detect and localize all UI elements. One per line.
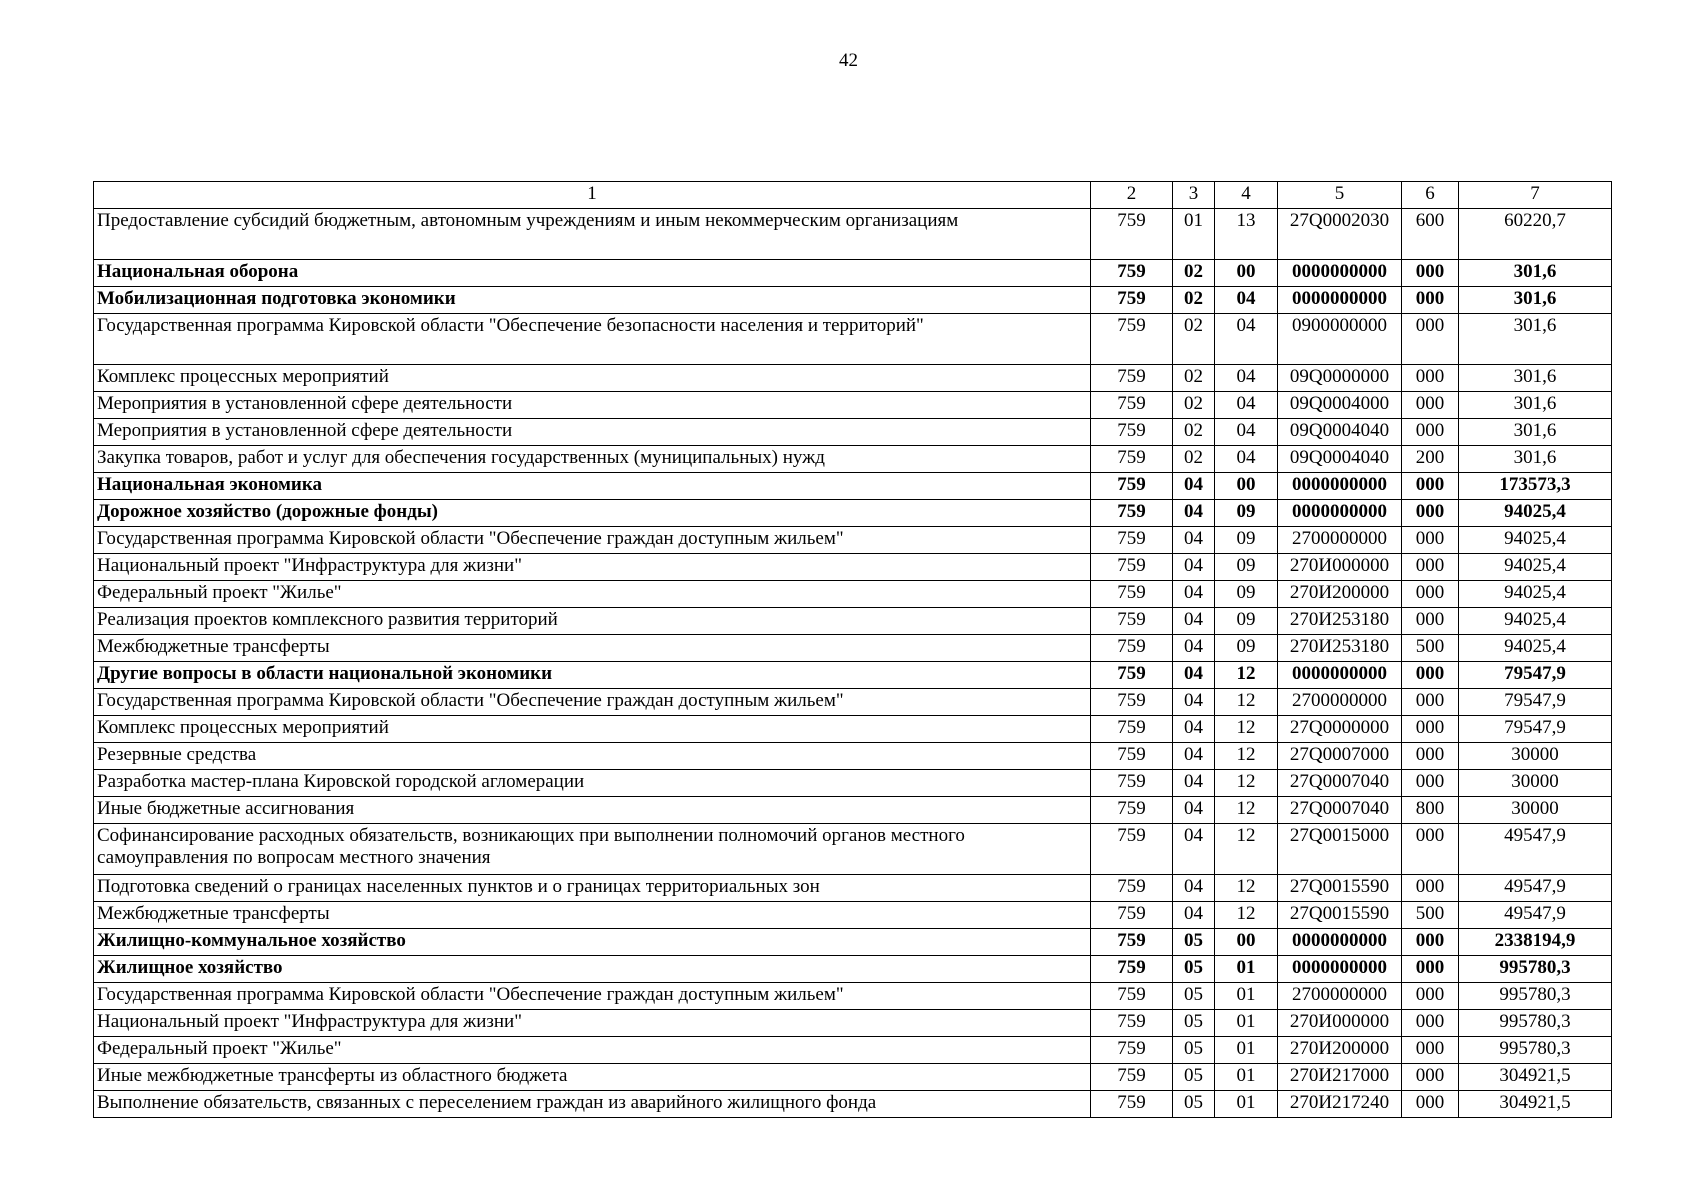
- row-expense-type-cell: 000: [1402, 554, 1459, 581]
- row-section-cell: 04: [1173, 608, 1215, 635]
- row-expense-type-cell: 000: [1402, 527, 1459, 554]
- table-row: [94, 635, 1612, 662]
- row-amount-cell: 995780,3: [1459, 956, 1612, 983]
- row-name-cell: Жилищное хозяйство: [94, 956, 1091, 983]
- row-name-cell: Межбюджетные трансферты: [94, 902, 1091, 929]
- row-section-cell: 02: [1173, 260, 1215, 287]
- row-amount-cell: 304921,5: [1459, 1064, 1612, 1091]
- row-subsection-cell: 12: [1215, 662, 1278, 689]
- row-expense-type-cell: 000: [1402, 1091, 1459, 1118]
- row-target-article-cell: 2700000000: [1278, 983, 1402, 1010]
- row-name-cell: Мероприятия в установленной сфере деятельности: [94, 392, 1091, 419]
- row-name-cell: Софинансирование расходных обязательств, возникающих при выполнении полномочий органов местного самоуправления по вопросам местного значения: [94, 824, 1091, 875]
- row-name-cell: Национальный проект "Инфраструктура для жизни": [94, 554, 1091, 581]
- row-target-article-cell: 09Q0004040: [1278, 419, 1402, 446]
- row-amount-cell: 30000: [1459, 797, 1612, 824]
- row-section-cell: 04: [1173, 875, 1215, 902]
- row-expense-type-cell: 000: [1402, 392, 1459, 419]
- budget-table-container: [93, 181, 1611, 1118]
- row-name-cell: Предоставление субсидий бюджетным, автономным учреждениям и иным некоммерческим организациям: [94, 209, 1091, 260]
- row-name-cell: Комплекс процессных мероприятий: [94, 365, 1091, 392]
- table-row: [94, 716, 1612, 743]
- row-target-article-cell: 270И217000: [1278, 1064, 1402, 1091]
- row-amount-cell: 79547,9: [1459, 689, 1612, 716]
- row-section-cell: 02: [1173, 365, 1215, 392]
- row-section-cell: 02: [1173, 314, 1215, 365]
- row-amount-cell: 301,6: [1459, 287, 1612, 314]
- row-subsection-cell: 00: [1215, 260, 1278, 287]
- row-subsection-cell: 01: [1215, 1010, 1278, 1037]
- table-row: [94, 956, 1612, 983]
- row-expense-type-cell: 000: [1402, 365, 1459, 392]
- row-name-cell: Закупка товаров, работ и услуг для обеспечения государственных (муниципальных) нужд: [94, 446, 1091, 473]
- row-expense-type-cell: 000: [1402, 419, 1459, 446]
- row-target-article-cell: 09Q0004040: [1278, 446, 1402, 473]
- header-cell-6: 6: [1402, 182, 1459, 209]
- row-target-article-cell: 270И000000: [1278, 554, 1402, 581]
- row-target-article-cell: 27Q0015590: [1278, 902, 1402, 929]
- row-section-cell: 04: [1173, 770, 1215, 797]
- row-code-gr-cell: 759: [1091, 824, 1173, 875]
- row-name-cell: Подготовка сведений о границах населенных пунктов и о границах территориальных зон: [94, 875, 1091, 902]
- row-expense-type-cell: 500: [1402, 635, 1459, 662]
- row-name-cell: Резервные средства: [94, 743, 1091, 770]
- row-expense-type-cell: 000: [1402, 689, 1459, 716]
- row-amount-cell: 995780,3: [1459, 1010, 1612, 1037]
- row-amount-cell: 49547,9: [1459, 902, 1612, 929]
- table-row: [94, 473, 1612, 500]
- row-amount-cell: 94025,4: [1459, 608, 1612, 635]
- row-code-gr-cell: 759: [1091, 902, 1173, 929]
- table-row: [94, 392, 1612, 419]
- row-expense-type-cell: 000: [1402, 716, 1459, 743]
- row-code-gr-cell: 759: [1091, 392, 1173, 419]
- row-subsection-cell: 09: [1215, 500, 1278, 527]
- row-code-gr-cell: 759: [1091, 1091, 1173, 1118]
- row-section-cell: 02: [1173, 287, 1215, 314]
- row-section-cell: 04: [1173, 500, 1215, 527]
- row-section-cell: 04: [1173, 716, 1215, 743]
- table-row: [94, 743, 1612, 770]
- row-expense-type-cell: 600: [1402, 209, 1459, 260]
- row-subsection-cell: 12: [1215, 824, 1278, 875]
- row-target-article-cell: 270И253180: [1278, 608, 1402, 635]
- table-row: [94, 1064, 1612, 1091]
- row-target-article-cell: 27Q0015590: [1278, 875, 1402, 902]
- row-expense-type-cell: 000: [1402, 314, 1459, 365]
- row-target-article-cell: 270И000000: [1278, 1010, 1402, 1037]
- row-code-gr-cell: 759: [1091, 1010, 1173, 1037]
- table-row: [94, 1037, 1612, 1064]
- row-target-article-cell: 0000000000: [1278, 662, 1402, 689]
- row-section-cell: 05: [1173, 1037, 1215, 1064]
- table-row: [94, 500, 1612, 527]
- row-subsection-cell: 09: [1215, 527, 1278, 554]
- row-section-cell: 05: [1173, 956, 1215, 983]
- row-subsection-cell: 12: [1215, 797, 1278, 824]
- row-name-cell: Межбюджетные трансферты: [94, 635, 1091, 662]
- row-amount-cell: 94025,4: [1459, 500, 1612, 527]
- row-code-gr-cell: 759: [1091, 689, 1173, 716]
- row-target-article-cell: 0000000000: [1278, 473, 1402, 500]
- row-section-cell: 02: [1173, 392, 1215, 419]
- table-row: [94, 983, 1612, 1010]
- row-code-gr-cell: 759: [1091, 956, 1173, 983]
- row-subsection-cell: 13: [1215, 209, 1278, 260]
- row-target-article-cell: 0000000000: [1278, 287, 1402, 314]
- row-target-article-cell: 2700000000: [1278, 527, 1402, 554]
- row-subsection-cell: 00: [1215, 929, 1278, 956]
- row-code-gr-cell: 759: [1091, 662, 1173, 689]
- row-name-cell: Комплекс процессных мероприятий: [94, 716, 1091, 743]
- table-row: [94, 209, 1612, 260]
- row-code-gr-cell: 759: [1091, 797, 1173, 824]
- row-subsection-cell: 04: [1215, 287, 1278, 314]
- table-row: [94, 287, 1612, 314]
- row-amount-cell: 301,6: [1459, 260, 1612, 287]
- row-section-cell: 04: [1173, 635, 1215, 662]
- row-target-article-cell: 0000000000: [1278, 260, 1402, 287]
- row-subsection-cell: 01: [1215, 983, 1278, 1010]
- row-section-cell: 05: [1173, 929, 1215, 956]
- row-code-gr-cell: 759: [1091, 419, 1173, 446]
- table-row: [94, 260, 1612, 287]
- row-expense-type-cell: 000: [1402, 473, 1459, 500]
- row-amount-cell: 79547,9: [1459, 662, 1612, 689]
- table-row: [94, 608, 1612, 635]
- row-section-cell: 05: [1173, 1091, 1215, 1118]
- table-row: [94, 419, 1612, 446]
- row-amount-cell: 30000: [1459, 743, 1612, 770]
- row-code-gr-cell: 759: [1091, 929, 1173, 956]
- row-subsection-cell: 04: [1215, 314, 1278, 365]
- row-section-cell: 05: [1173, 1010, 1215, 1037]
- row-target-article-cell: 09Q0004000: [1278, 392, 1402, 419]
- row-name-cell: Иные межбюджетные трансферты из областного бюджета: [94, 1064, 1091, 1091]
- row-amount-cell: 301,6: [1459, 446, 1612, 473]
- row-amount-cell: 301,6: [1459, 314, 1612, 365]
- row-amount-cell: 49547,9: [1459, 824, 1612, 875]
- row-target-article-cell: 09Q0000000: [1278, 365, 1402, 392]
- row-name-cell: Разработка мастер-плана Кировской городской агломерации: [94, 770, 1091, 797]
- row-section-cell: 05: [1173, 983, 1215, 1010]
- table-row: [94, 1010, 1612, 1037]
- row-code-gr-cell: 759: [1091, 635, 1173, 662]
- header-cell-2: 2: [1091, 182, 1173, 209]
- table-header-row: [94, 182, 1612, 209]
- table-row: [94, 770, 1612, 797]
- row-name-cell: Федеральный проект "Жилье": [94, 581, 1091, 608]
- row-subsection-cell: 12: [1215, 743, 1278, 770]
- row-section-cell: 04: [1173, 902, 1215, 929]
- row-expense-type-cell: 000: [1402, 1064, 1459, 1091]
- row-target-article-cell: 270И200000: [1278, 581, 1402, 608]
- row-expense-type-cell: 000: [1402, 770, 1459, 797]
- header-cell-1: 1: [94, 182, 1091, 209]
- row-subsection-cell: 12: [1215, 689, 1278, 716]
- row-amount-cell: 2338194,9: [1459, 929, 1612, 956]
- row-target-article-cell: 0000000000: [1278, 929, 1402, 956]
- row-amount-cell: 94025,4: [1459, 581, 1612, 608]
- row-target-article-cell: 27Q0000000: [1278, 716, 1402, 743]
- row-expense-type-cell: 000: [1402, 956, 1459, 983]
- row-amount-cell: 995780,3: [1459, 1037, 1612, 1064]
- row-code-gr-cell: 759: [1091, 473, 1173, 500]
- row-expense-type-cell: 000: [1402, 662, 1459, 689]
- table-row: [94, 902, 1612, 929]
- row-expense-type-cell: 000: [1402, 260, 1459, 287]
- row-code-gr-cell: 759: [1091, 716, 1173, 743]
- row-section-cell: 04: [1173, 473, 1215, 500]
- row-section-cell: 04: [1173, 581, 1215, 608]
- row-section-cell: 05: [1173, 1064, 1215, 1091]
- row-code-gr-cell: 759: [1091, 1037, 1173, 1064]
- row-subsection-cell: 04: [1215, 392, 1278, 419]
- row-subsection-cell: 04: [1215, 446, 1278, 473]
- row-code-gr-cell: 759: [1091, 770, 1173, 797]
- row-section-cell: 04: [1173, 662, 1215, 689]
- row-amount-cell: 301,6: [1459, 365, 1612, 392]
- page-number: 42: [839, 50, 858, 71]
- row-amount-cell: 79547,9: [1459, 716, 1612, 743]
- row-target-article-cell: 27Q0007000: [1278, 743, 1402, 770]
- row-amount-cell: 304921,5: [1459, 1091, 1612, 1118]
- row-section-cell: 04: [1173, 743, 1215, 770]
- table-row: [94, 797, 1612, 824]
- row-section-cell: 02: [1173, 419, 1215, 446]
- row-amount-cell: 301,6: [1459, 419, 1612, 446]
- row-subsection-cell: 12: [1215, 770, 1278, 797]
- table-row: [94, 446, 1612, 473]
- row-code-gr-cell: 759: [1091, 554, 1173, 581]
- row-subsection-cell: 01: [1215, 1091, 1278, 1118]
- row-target-article-cell: 0000000000: [1278, 956, 1402, 983]
- row-code-gr-cell: 759: [1091, 446, 1173, 473]
- row-amount-cell: 94025,4: [1459, 527, 1612, 554]
- row-expense-type-cell: 000: [1402, 875, 1459, 902]
- header-cell-4: 4: [1215, 182, 1278, 209]
- row-amount-cell: 995780,3: [1459, 983, 1612, 1010]
- row-target-article-cell: 27Q0007040: [1278, 797, 1402, 824]
- row-name-cell: Национальная оборона: [94, 260, 1091, 287]
- row-section-cell: 04: [1173, 554, 1215, 581]
- table-row: [94, 1091, 1612, 1118]
- table-row: [94, 929, 1612, 956]
- row-subsection-cell: 00: [1215, 473, 1278, 500]
- row-expense-type-cell: 000: [1402, 581, 1459, 608]
- row-name-cell: Другие вопросы в области национальной экономики: [94, 662, 1091, 689]
- row-subsection-cell: 04: [1215, 365, 1278, 392]
- header-cell-7: 7: [1459, 182, 1612, 209]
- row-target-article-cell: 27Q0015000: [1278, 824, 1402, 875]
- row-expense-type-cell: 000: [1402, 287, 1459, 314]
- row-target-article-cell: 0000000000: [1278, 500, 1402, 527]
- table-row: [94, 527, 1612, 554]
- row-target-article-cell: 270И200000: [1278, 1037, 1402, 1064]
- row-name-cell: Национальная экономика: [94, 473, 1091, 500]
- row-expense-type-cell: 000: [1402, 608, 1459, 635]
- table-row: [94, 875, 1612, 902]
- budget-table: [93, 181, 1612, 1118]
- row-expense-type-cell: 000: [1402, 500, 1459, 527]
- row-name-cell: Мероприятия в установленной сфере деятельности: [94, 419, 1091, 446]
- row-subsection-cell: 09: [1215, 635, 1278, 662]
- row-subsection-cell: 09: [1215, 608, 1278, 635]
- row-code-gr-cell: 759: [1091, 1064, 1173, 1091]
- row-subsection-cell: 04: [1215, 419, 1278, 446]
- row-name-cell: Жилищно-коммунальное хозяйство: [94, 929, 1091, 956]
- row-subsection-cell: 01: [1215, 1064, 1278, 1091]
- row-section-cell: 04: [1173, 824, 1215, 875]
- row-name-cell: Выполнение обязательств, связанных с переселением граждан из аварийного жилищного фонда: [94, 1091, 1091, 1118]
- row-expense-type-cell: 000: [1402, 929, 1459, 956]
- row-name-cell: Реализация проектов комплексного развития территорий: [94, 608, 1091, 635]
- table-row: [94, 554, 1612, 581]
- row-code-gr-cell: 759: [1091, 260, 1173, 287]
- row-code-gr-cell: 759: [1091, 287, 1173, 314]
- row-name-cell: Государственная программа Кировской области "Обеспечение граждан доступным жильем": [94, 689, 1091, 716]
- row-expense-type-cell: 500: [1402, 902, 1459, 929]
- row-name-cell: Национальный проект "Инфраструктура для жизни": [94, 1010, 1091, 1037]
- row-target-article-cell: 270И253180: [1278, 635, 1402, 662]
- row-amount-cell: 94025,4: [1459, 635, 1612, 662]
- row-code-gr-cell: 759: [1091, 983, 1173, 1010]
- header-cell-3: 3: [1173, 182, 1215, 209]
- row-target-article-cell: 270И217240: [1278, 1091, 1402, 1118]
- row-code-gr-cell: 759: [1091, 527, 1173, 554]
- row-amount-cell: 49547,9: [1459, 875, 1612, 902]
- row-subsection-cell: 12: [1215, 902, 1278, 929]
- row-subsection-cell: 09: [1215, 581, 1278, 608]
- row-amount-cell: 173573,3: [1459, 473, 1612, 500]
- row-name-cell: Дорожное хозяйство (дорожные фонды): [94, 500, 1091, 527]
- row-code-gr-cell: 759: [1091, 209, 1173, 260]
- row-subsection-cell: 01: [1215, 956, 1278, 983]
- row-name-cell: Государственная программа Кировской области "Обеспечение граждан доступным жильем": [94, 983, 1091, 1010]
- row-subsection-cell: 12: [1215, 875, 1278, 902]
- row-target-article-cell: 0900000000: [1278, 314, 1402, 365]
- table-row: [94, 824, 1612, 875]
- row-section-cell: 01: [1173, 209, 1215, 260]
- row-name-cell: Государственная программа Кировской области "Обеспечение граждан доступным жильем": [94, 527, 1091, 554]
- row-subsection-cell: 12: [1215, 716, 1278, 743]
- row-subsection-cell: 01: [1215, 1037, 1278, 1064]
- row-expense-type-cell: 000: [1402, 1037, 1459, 1064]
- row-expense-type-cell: 000: [1402, 983, 1459, 1010]
- row-expense-type-cell: 000: [1402, 824, 1459, 875]
- row-expense-type-cell: 000: [1402, 743, 1459, 770]
- row-expense-type-cell: 000: [1402, 1010, 1459, 1037]
- table-row: [94, 689, 1612, 716]
- row-expense-type-cell: 200: [1402, 446, 1459, 473]
- table-row: [94, 314, 1612, 365]
- row-code-gr-cell: 759: [1091, 875, 1173, 902]
- row-amount-cell: 301,6: [1459, 392, 1612, 419]
- row-code-gr-cell: 759: [1091, 743, 1173, 770]
- row-amount-cell: 94025,4: [1459, 554, 1612, 581]
- row-amount-cell: 60220,7: [1459, 209, 1612, 260]
- table-row: [94, 581, 1612, 608]
- row-subsection-cell: 09: [1215, 554, 1278, 581]
- row-target-article-cell: 27Q0002030: [1278, 209, 1402, 260]
- row-name-cell: Мобилизационная подготовка экономики: [94, 287, 1091, 314]
- row-code-gr-cell: 759: [1091, 365, 1173, 392]
- row-code-gr-cell: 759: [1091, 500, 1173, 527]
- row-section-cell: 02: [1173, 446, 1215, 473]
- row-target-article-cell: 2700000000: [1278, 689, 1402, 716]
- row-target-article-cell: 27Q0007040: [1278, 770, 1402, 797]
- row-amount-cell: 30000: [1459, 770, 1612, 797]
- row-name-cell: Государственная программа Кировской области "Обеспечение безопасности населения и территорий": [94, 314, 1091, 365]
- row-code-gr-cell: 759: [1091, 581, 1173, 608]
- row-code-gr-cell: 759: [1091, 314, 1173, 365]
- row-section-cell: 04: [1173, 689, 1215, 716]
- row-section-cell: 04: [1173, 797, 1215, 824]
- table-row: [94, 365, 1612, 392]
- row-name-cell: Иные бюджетные ассигнования: [94, 797, 1091, 824]
- row-code-gr-cell: 759: [1091, 608, 1173, 635]
- table-row: [94, 662, 1612, 689]
- row-expense-type-cell: 800: [1402, 797, 1459, 824]
- header-cell-5: 5: [1278, 182, 1402, 209]
- row-section-cell: 04: [1173, 527, 1215, 554]
- row-name-cell: Федеральный проект "Жилье": [94, 1037, 1091, 1064]
